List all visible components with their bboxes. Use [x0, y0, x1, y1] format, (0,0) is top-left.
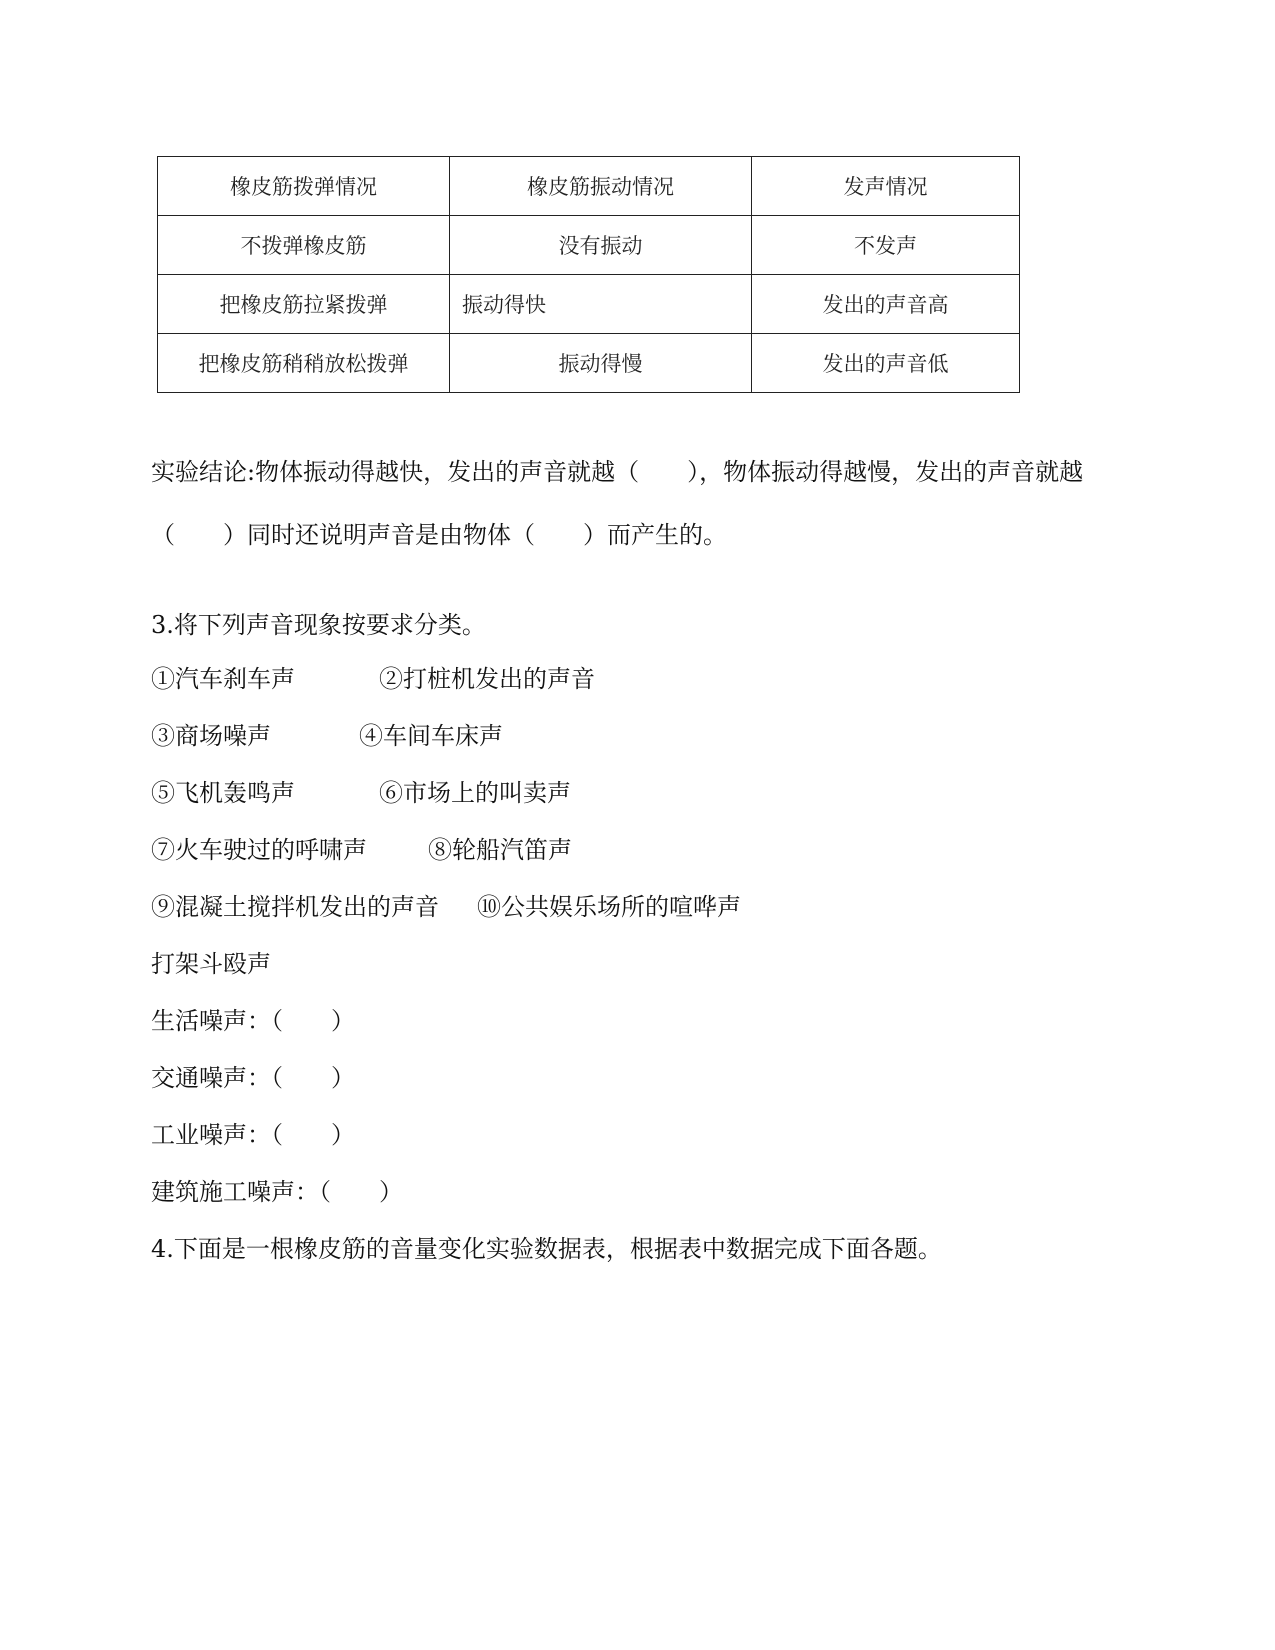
- category-industrial-noise: 工业噪声：（ ）: [151, 1121, 355, 1149]
- category-construction-noise: 建筑施工噪声：（ ）: [151, 1178, 403, 1206]
- table-cell: 没有振动: [450, 216, 752, 275]
- table-row: [158, 275, 1020, 334]
- list-item: [151, 892, 741, 922]
- table-cell: 把橡皮筋稍稍放松拨弹: [158, 334, 450, 393]
- conclusion-line-1: 实验结论:物体振动得越快，发出的声音就越（ ），物体振动得越慢，发出的声音就越: [151, 458, 1084, 486]
- table-header-cell: 橡皮筋拨弹情况: [158, 157, 450, 216]
- table-row: [158, 216, 1020, 275]
- sound-item: ③商场噪声: [151, 722, 271, 750]
- experiment-table: [157, 156, 1020, 393]
- category-traffic-noise: 交通噪声：（ ）: [151, 1064, 355, 1092]
- table-cell: 不拨弹橡皮筋: [158, 216, 450, 275]
- table-header-cell: 发声情况: [752, 157, 1020, 216]
- table-cell: 振动得快: [450, 275, 752, 334]
- sound-item: ⑤飞机轰鸣声: [151, 779, 295, 807]
- list-item: [151, 721, 503, 751]
- sound-item: ⑩公共娱乐场所的喧哗声: [477, 893, 741, 921]
- question-4-title: 4.下面是一根橡皮筋的音量变化实验数据表，根据表中数据完成下面各题。: [151, 1235, 942, 1263]
- list-item: [151, 664, 595, 694]
- sound-item: ⑥市场上的叫卖声: [379, 779, 571, 807]
- table-cell: 把橡皮筋拉紧拨弹: [158, 275, 450, 334]
- table-header-row: [158, 157, 1020, 216]
- list-item: [151, 835, 572, 865]
- sound-item: ②打桩机发出的声音: [379, 665, 595, 693]
- table-cell: 振动得慢: [450, 334, 752, 393]
- table-cell: 发出的声音高: [752, 275, 1020, 334]
- sound-item: ⑦火车驶过的呼啸声: [151, 836, 367, 864]
- table-row: [158, 334, 1020, 393]
- question-3-title: 3.将下列声音现象按要求分类。: [151, 611, 486, 639]
- conclusion-line-2: （ ）同时还说明声音是由物体（ ）而产生的。: [151, 521, 727, 549]
- sound-item: ⑨混凝土搅拌机发出的声音: [151, 893, 439, 921]
- table-cell: 发出的声音低: [752, 334, 1020, 393]
- sound-item: ⑧轮船汽笛声: [428, 836, 572, 864]
- table-cell: 不发声: [752, 216, 1020, 275]
- category-life-noise: 生活噪声：（ ）: [151, 1007, 355, 1035]
- sound-item-extra: 打架斗殴声: [151, 950, 271, 978]
- list-item: [151, 778, 571, 808]
- table-header-cell: 橡皮筋振动情况: [450, 157, 752, 216]
- sound-item: ④车间车床声: [359, 722, 503, 750]
- sound-item: ①汽车刹车声: [151, 665, 295, 693]
